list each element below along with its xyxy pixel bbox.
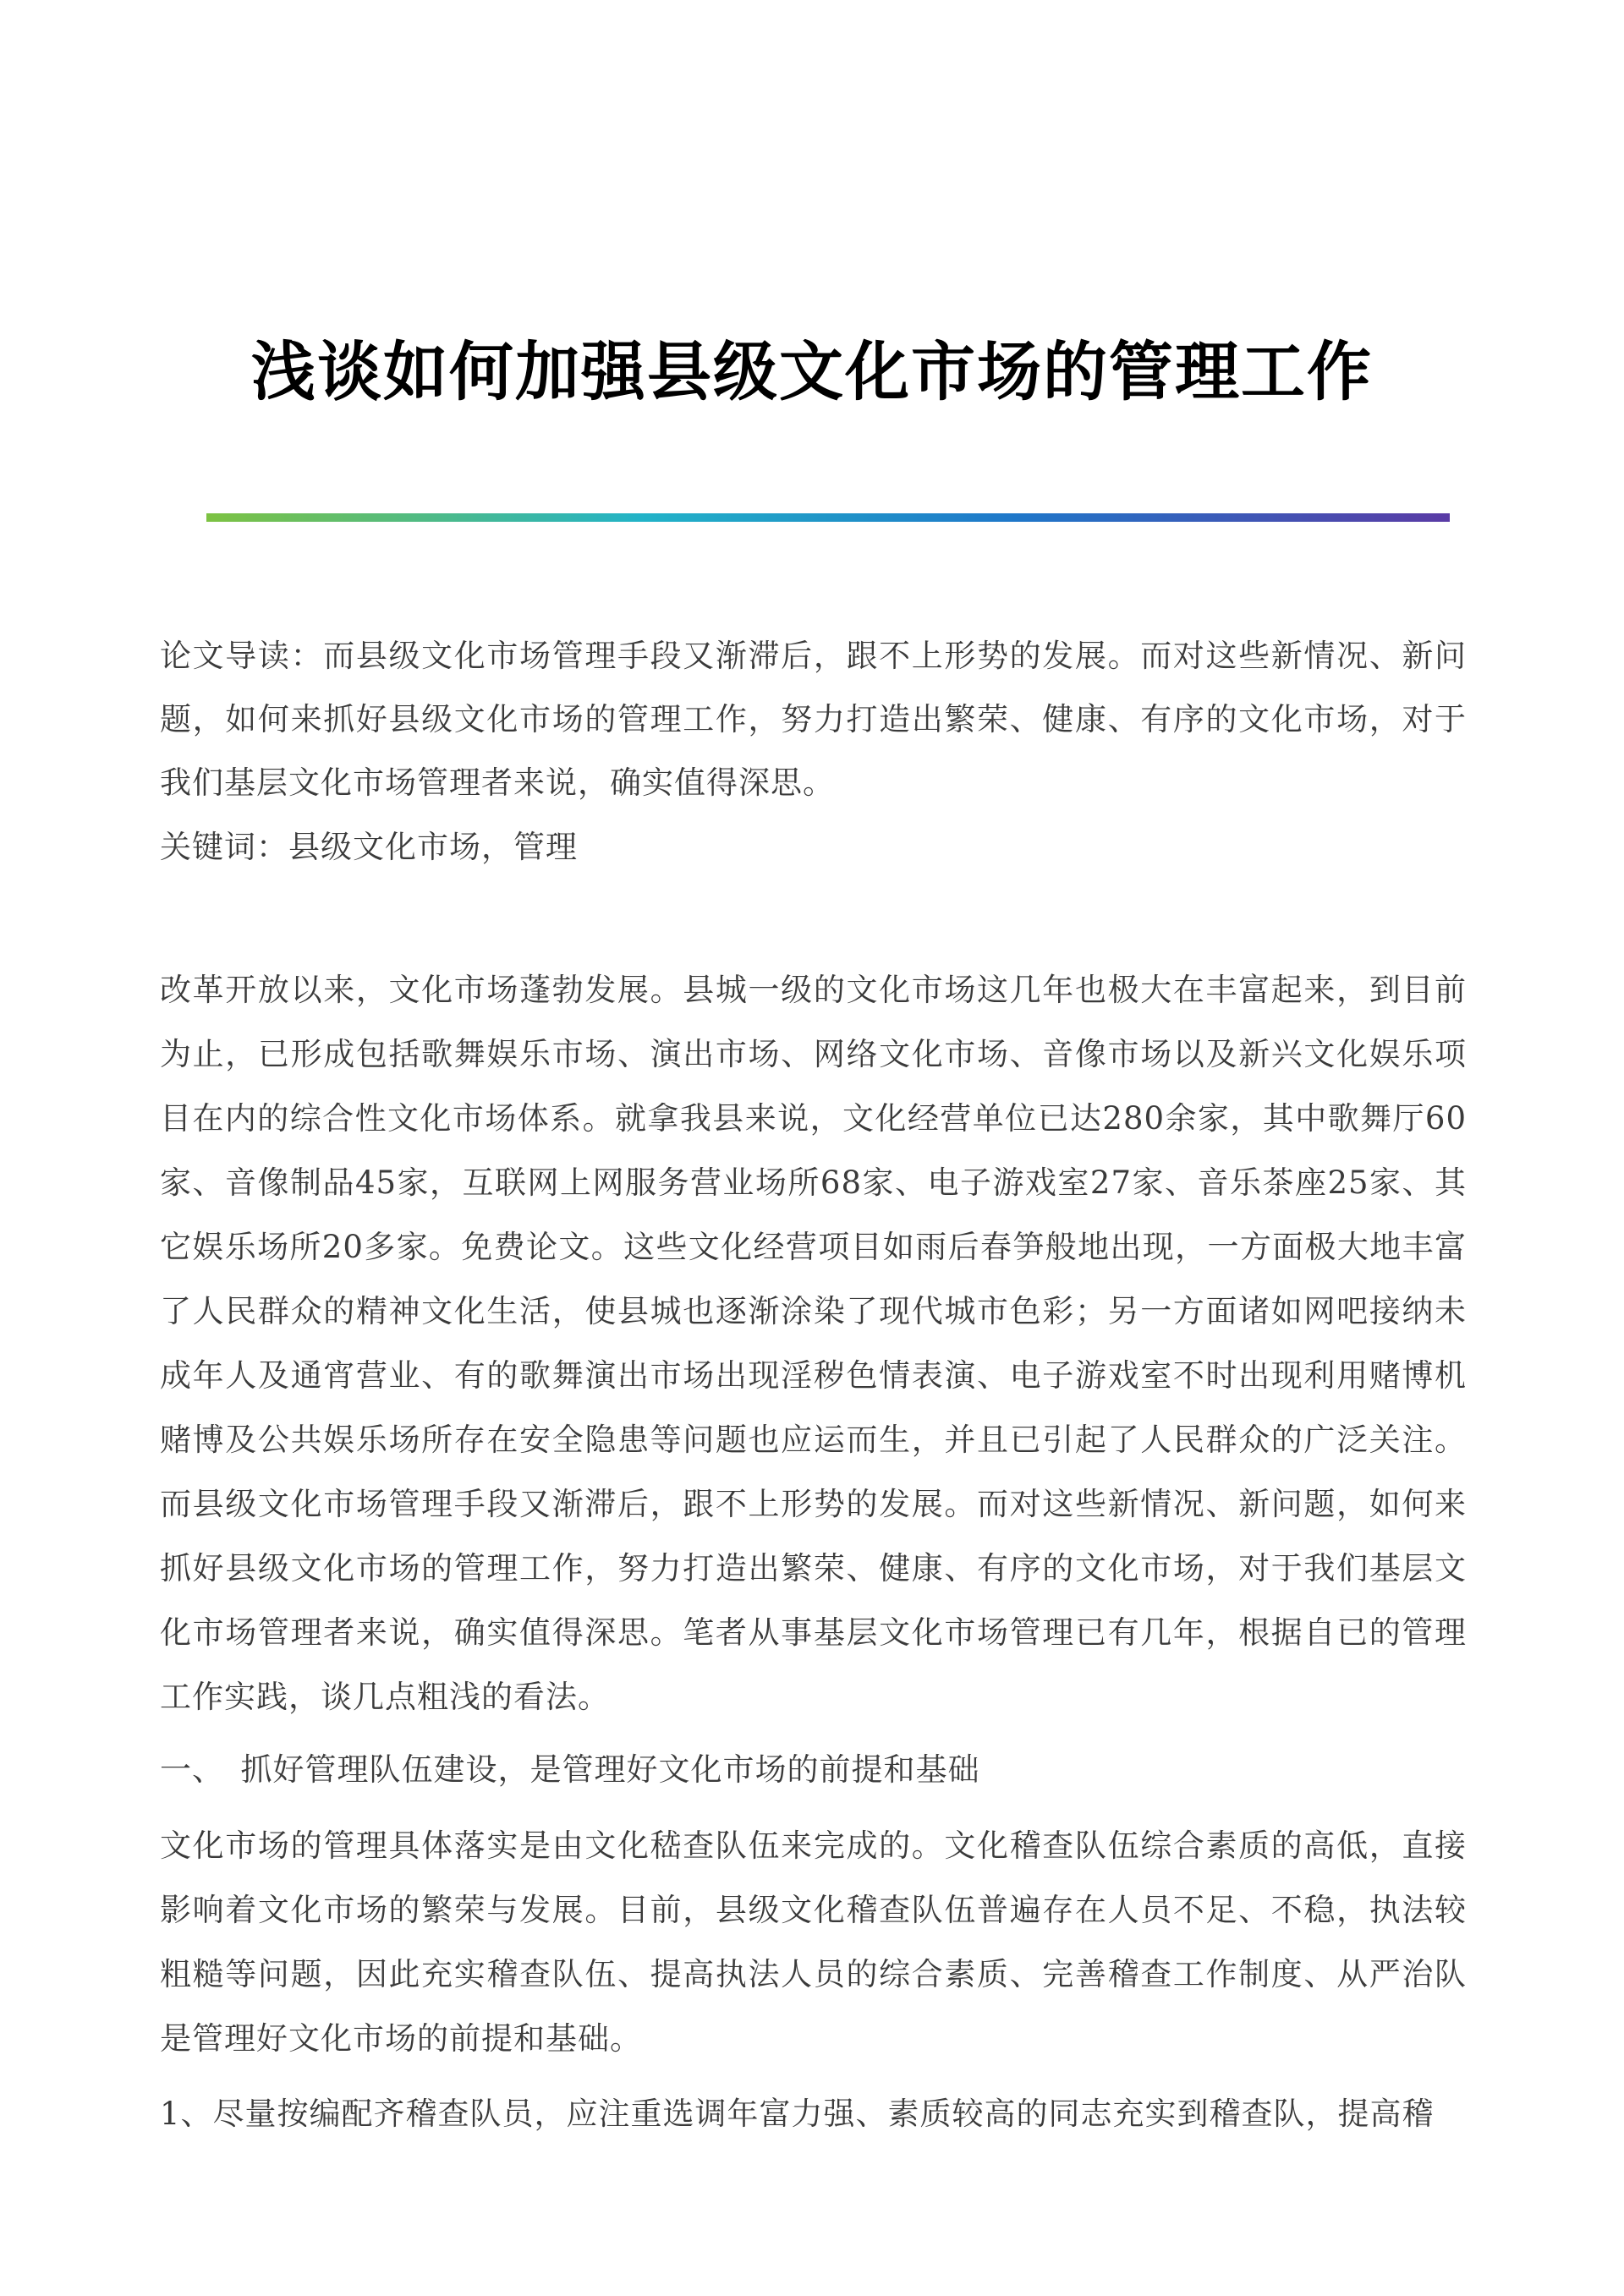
body-paragraph-intro: 改革开放以来，文化市场蓬勃发展。县城一级的文化市场这几年也极大在丰富起来，到目前为止，已形成包括歌舞娱乐市场、演出市场、网络文化市场、音像市场以及新兴文化娱乐项目在内的综合性文化市场体系。就拿我县来说，文化经营单位已达280余家，其中歌舞厅60家、音像制品45家，互联网上网服务营业场所68家、电子游戏室27家、音乐茶座25家、其它娱乐场所20多家。免费论文。这些文化经营项目如雨后春笋般地出现，一方面极大地丰富了人民群众的精神文化生活，使县城也逐渐涂染了现代城市色彩；另一方面诸如网吧接纳未成年人及通宵营业、有的歌舞演出市场出现淫秽色情表演、电子游戏室不时出现利用赌博机赌博及公共娱乐场所存在安全隐患等问题也应运而生，并且已引起了人民群众的广泛关注。而县级文化市场管理手段又渐滞后，跟不上形势的发展。而对这些新情况、新问题，如何来抓好县级文化市场的管理工作，努力打造出繁荣、健康、有序的文化市场，对于我们基层文化市场管理者来说，确实值得深思。笔者从事基层文化市场管理已有几年，根据自已的管理工作实践，谈几点粗浅的看法。: [160, 972, 1467, 1715]
title-divider: [206, 513, 1450, 522]
body-paragraph-section-1: 文化市场的管理具体落实是由文化嵇查队伍来完成的。文化稽查队伍综合素质的高低，直接影响着文化市场的繁荣与发展。目前，县级文化稽查队伍普遍存在人员不足、不稳，执法较粗糙等问题，因此充实稽查队伍、提高执法人员的综合素质、完善稽查工作制度、从严治队是管理好文化市场的前提和基础。: [160, 1827, 1467, 2057]
abstract-paragraph: 论文导读：而县级文化市场管理手段又渐滞后，跟不上形势的发展。而对这些新情况、新问题，如何来抓好县级文化市场的管理工作，努力打造出繁荣、健康、有序的文化市场，对于我们基层文化市场管理者来说，确实值得深思。: [160, 638, 1467, 801]
keywords-line: 关键词：县级文化市场，管理: [160, 829, 578, 865]
section-heading-1: 一、 抓好管理队伍建设，是管理好文化市场的前提和基础: [160, 1751, 980, 1788]
list-item-1: 1、尽量按编配齐稽查队员，应注重选调年富力强、素质较高的同志充实到稽查队，提高稽: [160, 2096, 1435, 2132]
document-title: 浅谈如何加强县级文化市场的管理工作: [251, 334, 1373, 409]
